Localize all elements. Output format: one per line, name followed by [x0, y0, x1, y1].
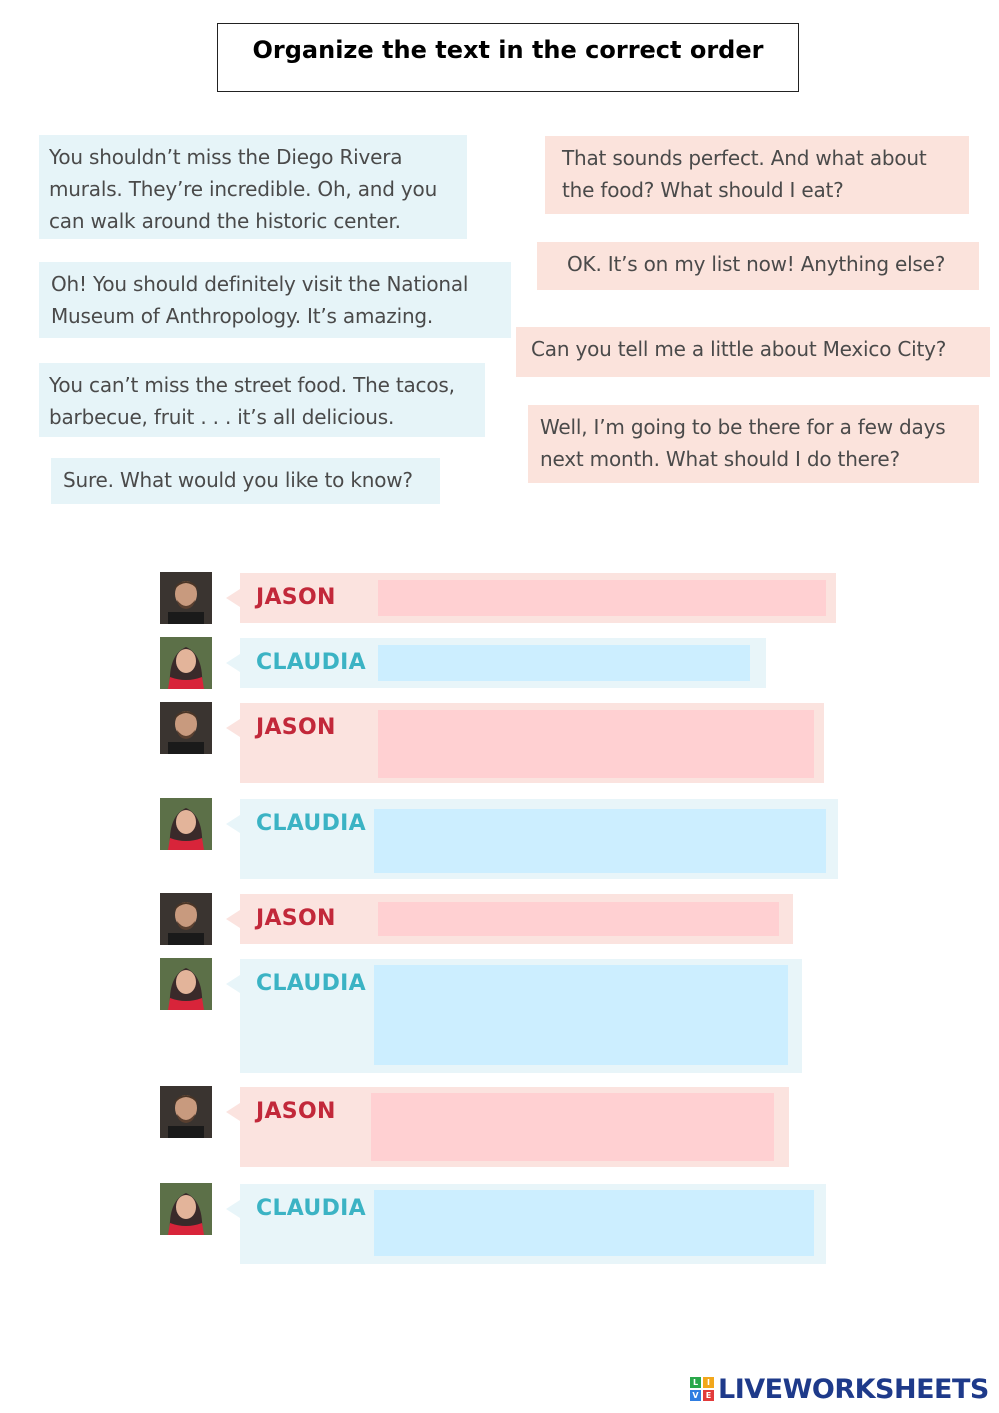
- answer-drop-zone[interactable]: [378, 645, 750, 681]
- claudia-bubble: [240, 638, 766, 688]
- logo-mark-letter: L: [690, 1377, 701, 1388]
- claudia-avatar: [160, 798, 212, 850]
- sentence-card[interactable]: Well, I’m going to be there for a few days next month. What should I do there?: [528, 405, 979, 483]
- jason-avatar: [160, 572, 212, 624]
- sentence-card[interactable]: You can’t miss the street food. The tacos, barbecue, fruit . . . it’s all delicious.: [39, 363, 485, 437]
- speaker-label: JASON: [256, 906, 336, 931]
- answer-drop-zone[interactable]: [378, 710, 814, 778]
- logo-text: LIVEWORKSHEETS: [718, 1373, 989, 1405]
- answer-drop-zone[interactable]: [374, 965, 788, 1065]
- bubble-pointer: [226, 589, 240, 607]
- answer-drop-zone[interactable]: [378, 580, 826, 616]
- bubble-pointer: [226, 815, 240, 833]
- speaker-label: JASON: [256, 1099, 336, 1124]
- jason-bubble: [240, 703, 824, 783]
- sentence-card[interactable]: Sure. What would you like to know?: [51, 458, 440, 504]
- logo-mark-icon: [690, 1377, 714, 1401]
- bubble-pointer: [226, 1200, 240, 1218]
- speaker-label: JASON: [256, 715, 336, 740]
- bubble-pointer: [226, 910, 240, 928]
- sentence-card[interactable]: Oh! You should definitely visit the National Museum of Anthropology. It’s amazing.: [39, 262, 511, 338]
- speaker-label: CLAUDIA: [256, 1196, 366, 1221]
- claudia-avatar: [160, 1183, 212, 1235]
- answer-drop-zone[interactable]: [374, 1190, 814, 1256]
- claudia-avatar: [160, 637, 212, 689]
- claudia-bubble: [240, 1184, 826, 1264]
- page-title: Organize the text in the correct order: [252, 35, 764, 64]
- jason-bubble: [240, 1087, 789, 1167]
- sentence-card[interactable]: Can you tell me a little about Mexico City?: [516, 327, 990, 377]
- sentence-card[interactable]: OK. It’s on my list now! Anything else?: [537, 242, 979, 290]
- title-box: [217, 23, 799, 92]
- jason-bubble: [240, 573, 836, 623]
- liveworksheets-logo: [690, 1374, 989, 1404]
- speaker-label: JASON: [256, 585, 336, 610]
- bubble-pointer: [226, 654, 240, 672]
- jason-avatar: [160, 702, 212, 754]
- jason-bubble: [240, 894, 793, 944]
- bubble-pointer: [226, 1103, 240, 1121]
- speaker-label: CLAUDIA: [256, 650, 366, 675]
- logo-mark-letter: V: [690, 1390, 701, 1401]
- answer-drop-zone[interactable]: [378, 902, 779, 936]
- jason-avatar: [160, 893, 212, 945]
- claudia-avatar: [160, 958, 212, 1010]
- claudia-bubble: [240, 959, 802, 1073]
- sentence-card[interactable]: That sounds perfect. And what about the food? What should I eat?: [545, 136, 969, 214]
- bubble-pointer: [226, 975, 240, 993]
- jason-avatar: [160, 1086, 212, 1138]
- logo-mark-letter: E: [703, 1390, 714, 1401]
- claudia-bubble: [240, 799, 838, 879]
- speaker-label: CLAUDIA: [256, 811, 366, 836]
- sentence-card[interactable]: You shouldn’t miss the Diego Rivera murals. They’re incredible. Oh, and you can walk around the historic center.: [39, 135, 467, 239]
- speaker-label: CLAUDIA: [256, 971, 366, 996]
- logo-mark-letter: I: [703, 1377, 714, 1388]
- bubble-pointer: [226, 719, 240, 737]
- answer-drop-zone[interactable]: [374, 809, 826, 873]
- answer-drop-zone[interactable]: [371, 1093, 774, 1161]
